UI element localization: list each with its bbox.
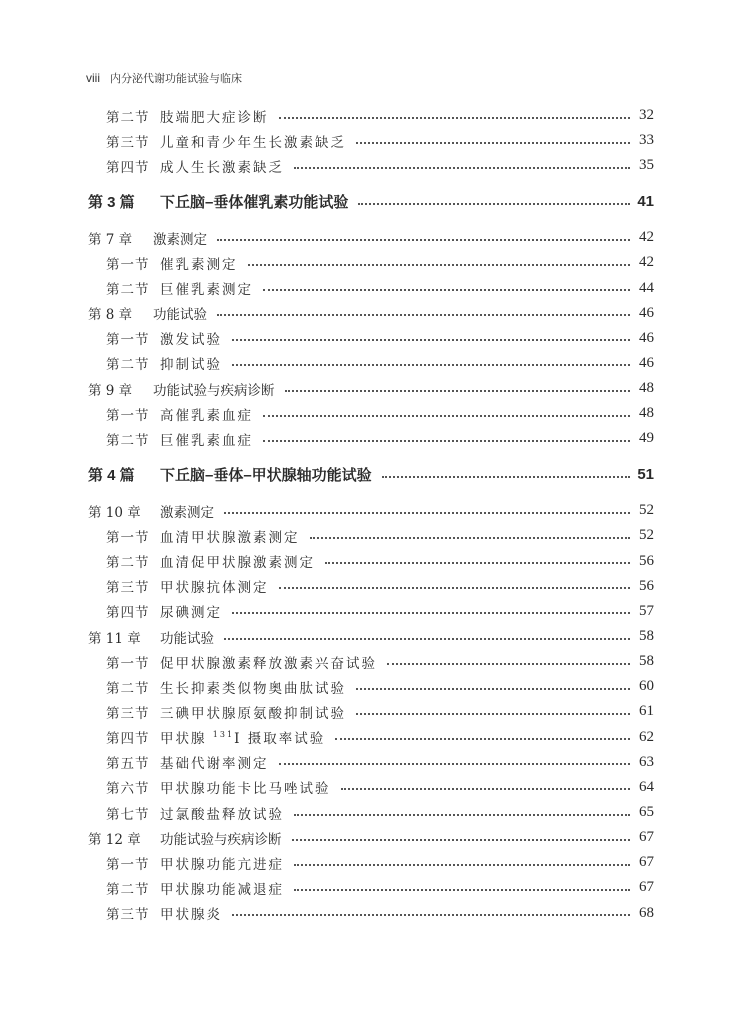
leader-dots: [232, 914, 630, 916]
entry-number: 第三节: [106, 705, 150, 722]
entry-title-text: 下丘脑–垂体催乳素功能试验: [160, 194, 349, 212]
leader-dots: [325, 562, 630, 564]
entry-title-text: 促甲状腺激素释放激素兴奋试验: [160, 655, 377, 672]
toc-section-entry[interactable]: [88, 128, 654, 153]
toc-section-entry[interactable]: [88, 549, 654, 574]
entry-page: 57: [639, 602, 654, 619]
entry-page: 56: [639, 552, 654, 569]
entry-title-text: 功能试验: [153, 307, 207, 324]
toc-section-entry[interactable]: [88, 649, 654, 674]
entry-number: 第二节: [106, 555, 150, 572]
leader-dots: [279, 763, 631, 765]
toc-section-entry[interactable]: [88, 351, 654, 376]
toc-chapter-entry[interactable]: [88, 376, 654, 401]
entry-number: 第 8 章: [88, 307, 133, 324]
entry-page: 35: [639, 157, 654, 174]
entry-title-text: 甲状腺功能减退症: [160, 881, 284, 898]
entry-number: 第一节: [106, 856, 150, 873]
leader-dots: [217, 239, 630, 241]
table-of-contents: [88, 103, 654, 926]
leader-dots: [232, 612, 630, 614]
entry-title: [160, 253, 244, 273]
entry-page: 44: [639, 279, 654, 296]
toc-chapter-entry[interactable]: [88, 301, 654, 326]
entry-page: 42: [639, 254, 654, 271]
toc-section-entry[interactable]: [88, 275, 654, 300]
leader-dots: [341, 788, 631, 790]
toc-section-entry[interactable]: [88, 750, 654, 775]
entry-page: 65: [639, 804, 654, 820]
entry-page: 56: [639, 577, 654, 594]
entry-number: 第 10 章: [88, 504, 141, 521]
entry-title-text: 肢端肥大症诊断: [160, 109, 269, 126]
entry-number: 第一节: [106, 332, 150, 349]
entry-page: 63: [639, 753, 654, 770]
entry-page: 62: [639, 728, 654, 745]
entry-title: [153, 303, 213, 323]
leader-dots: [294, 167, 630, 169]
toc-chapter-entry[interactable]: [88, 825, 654, 850]
entry-title-text: 催乳素测定: [160, 256, 238, 273]
leader-dots: [224, 512, 630, 514]
entry-page: 58: [639, 653, 654, 670]
toc-section-entry[interactable]: [88, 875, 654, 900]
entry-title: [160, 191, 354, 212]
toc-chapter-entry[interactable]: [88, 225, 654, 250]
entry-title-text: 甲状腺功能卡比马唑试验: [160, 781, 331, 798]
entry-title: [160, 278, 259, 298]
entry-title-text: 尿碘测定: [160, 605, 222, 622]
entry-number: 第 11 章: [88, 630, 141, 647]
entry-page: 60: [639, 678, 654, 695]
entry-number: 第一节: [106, 655, 150, 672]
entry-title-text: 抑制试验: [160, 357, 222, 374]
toc-chapter-entry[interactable]: [88, 498, 654, 523]
entry-title: [160, 464, 378, 485]
entry-page: 42: [639, 229, 654, 246]
entry-number: 第一节: [106, 407, 150, 424]
leader-dots: [224, 638, 630, 640]
entry-title-text: 功能试验与疾病诊断: [153, 382, 275, 399]
entry-title-text: 功能试验与疾病诊断: [160, 831, 282, 848]
leader-dots: [232, 339, 630, 341]
entry-page: 67: [639, 854, 654, 871]
entry-page: 46: [639, 329, 654, 346]
entry-number: 第三节: [106, 580, 150, 597]
entry-page: 64: [639, 778, 654, 795]
entry-number: 第二节: [106, 432, 150, 449]
entry-title-text-after: I 摄取率试验: [234, 731, 326, 748]
entry-title: [160, 156, 290, 176]
leader-dots: [279, 587, 631, 589]
entry-title-text: 甲状腺抗体测定: [160, 580, 269, 597]
leader-dots: [294, 864, 630, 866]
entry-page: 41: [637, 193, 654, 211]
entry-number: 第 4 篇: [88, 467, 135, 485]
toc-section-entry[interactable]: [88, 103, 654, 128]
leader-dots: [356, 713, 630, 715]
entry-number: 第一节: [106, 529, 150, 546]
entry-page: 51: [637, 466, 654, 484]
entry-title-text: 儿童和青少年生长激素缺乏: [160, 134, 346, 151]
entry-number: 第 7 章: [88, 231, 133, 248]
toc-section-entry[interactable]: [88, 426, 654, 451]
toc-section-entry[interactable]: [88, 401, 654, 426]
superscript: 131: [212, 730, 235, 740]
entry-title: [160, 328, 228, 348]
entry-number: 第 12 章: [88, 831, 141, 848]
entry-title-text: 生长抑素类似物奥曲肽试验: [160, 680, 346, 697]
entry-number: 第一节: [106, 256, 150, 273]
entry-number: 第 9 章: [88, 382, 133, 399]
entry-number: 第 3 篇: [88, 194, 135, 212]
entry-page: 52: [639, 527, 654, 544]
entry-title: [160, 429, 259, 449]
entry-page: 48: [639, 405, 654, 422]
entry-title: [160, 131, 352, 151]
entry-title: [160, 106, 275, 126]
entry-title: [160, 702, 352, 722]
entry-title-text: 三碘甲状腺原氨酸抑制试验: [160, 705, 346, 722]
entry-title: [160, 526, 306, 546]
entry-number: 第三节: [106, 134, 150, 151]
entry-page: 48: [639, 380, 654, 397]
leader-dots: [263, 440, 630, 442]
entry-title: [160, 353, 228, 373]
entry-number: 第四节: [106, 159, 150, 176]
entry-title: [160, 903, 228, 923]
entry-page: 46: [639, 354, 654, 371]
toc-section-entry[interactable]: [88, 800, 654, 825]
entry-title-text: 血清促甲状腺激素测定: [160, 555, 315, 572]
entry-title-text: 功能试验: [160, 630, 214, 647]
entry-title: [160, 501, 220, 521]
book-title: 内分泌代谢功能试验与临床: [110, 72, 242, 85]
entry-title-text: 激素测定: [153, 231, 207, 248]
toc-section-entry[interactable]: [88, 153, 654, 178]
toc-section-entry[interactable]: [88, 901, 654, 926]
toc-section-entry[interactable]: [88, 674, 654, 699]
entry-title: [153, 379, 281, 399]
entry-title: [160, 803, 290, 823]
entry-title: [160, 404, 259, 424]
entry-title: [160, 627, 220, 647]
entry-page: 32: [639, 107, 654, 124]
entry-title-text: 巨催乳素测定: [160, 282, 253, 299]
leader-dots: [356, 688, 630, 690]
entry-title-text: 甲状腺功能亢进症: [160, 856, 284, 873]
entry-title: [160, 576, 275, 596]
entry-title-text: 过氯酸盐释放试验: [160, 806, 284, 823]
toc-section-entry[interactable]: [88, 326, 654, 351]
entry-number: 第二节: [106, 357, 150, 374]
entry-title-text: 激素测定: [160, 504, 214, 521]
leader-dots: [310, 537, 631, 539]
entry-page: 33: [639, 132, 654, 149]
entry-title: [160, 878, 290, 898]
toc-section-entry[interactable]: [88, 599, 654, 624]
leader-dots: [285, 390, 631, 392]
entry-number: 第七节: [106, 806, 150, 823]
toc-section-entry[interactable]: [88, 699, 654, 724]
entry-title: [160, 777, 337, 797]
leader-dots: [356, 142, 630, 144]
leader-dots: [263, 289, 630, 291]
entry-page: 68: [639, 904, 654, 921]
entry-number: 第二节: [106, 881, 150, 898]
entry-page: 61: [639, 703, 654, 720]
toc-section-entry[interactable]: [88, 523, 654, 548]
entry-title-text: 高催乳素血症: [160, 407, 253, 424]
entry-page: 46: [639, 304, 654, 321]
entry-title-text: 下丘脑–垂体–甲状腺轴功能试验: [160, 467, 372, 485]
entry-title-text: 巨催乳素血症: [160, 432, 253, 449]
leader-dots: [294, 889, 630, 891]
entry-title: [160, 727, 331, 747]
toc-part-entry[interactable]: [88, 184, 654, 220]
entry-number: 第五节: [106, 756, 150, 773]
entry-title: [153, 228, 213, 248]
entry-page: 58: [639, 628, 654, 645]
entry-number: 第六节: [106, 781, 150, 798]
entry-title: [160, 677, 352, 697]
leader-dots: [387, 663, 630, 665]
toc-section-entry[interactable]: [88, 775, 654, 800]
entry-title-text: 血清甲状腺激素测定: [160, 529, 300, 546]
entry-number: 第三节: [106, 907, 150, 924]
toc-section-entry[interactable]: [88, 725, 654, 750]
toc-section-entry[interactable]: [88, 850, 654, 875]
entry-title: [160, 601, 228, 621]
leader-dots: [382, 476, 630, 478]
leader-dots: [292, 839, 631, 841]
leader-dots: [217, 314, 630, 316]
leader-dots: [232, 364, 630, 366]
entry-title-text: 成人生长激素缺乏: [160, 159, 284, 176]
entry-number: 第二节: [106, 282, 150, 299]
leader-dots: [279, 117, 631, 119]
toc-part-entry[interactable]: [88, 457, 654, 493]
entry-title: [160, 853, 290, 873]
entry-page: 52: [639, 502, 654, 519]
entry-title-text: 甲状腺炎: [160, 907, 222, 924]
entry-page: 49: [639, 430, 654, 447]
toc-section-entry[interactable]: [88, 250, 654, 275]
page-number: viii: [86, 71, 100, 85]
leader-dots: [335, 738, 630, 740]
entry-number: 第二节: [106, 109, 150, 126]
running-header: [86, 70, 242, 86]
entry-page: 67: [639, 829, 654, 846]
entry-title-text: 激发试验: [160, 332, 222, 349]
entry-title: [160, 752, 275, 772]
entry-title: [160, 551, 321, 571]
entry-title: [160, 828, 288, 848]
leader-dots: [358, 203, 630, 205]
toc-chapter-entry[interactable]: [88, 624, 654, 649]
entry-page: 67: [639, 879, 654, 896]
entry-title: [160, 652, 383, 672]
entry-number: 第二节: [106, 680, 150, 697]
leader-dots: [248, 264, 631, 266]
entry-number: 第四节: [106, 605, 150, 622]
leader-dots: [263, 415, 630, 417]
leader-dots: [294, 814, 630, 816]
entry-title-text: 基础代谢率测定: [160, 756, 269, 773]
entry-number: 第四节: [106, 731, 150, 748]
toc-section-entry[interactable]: [88, 574, 654, 599]
entry-title-text: 甲状腺: [160, 731, 207, 748]
